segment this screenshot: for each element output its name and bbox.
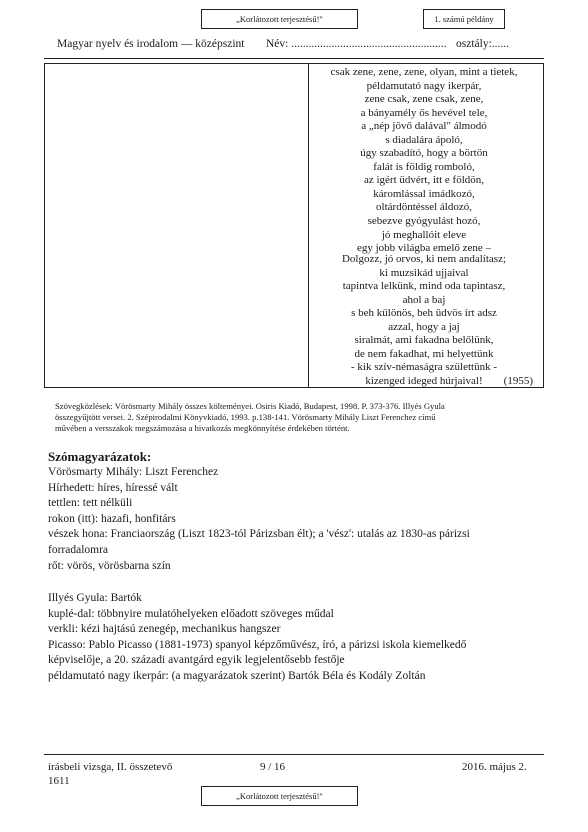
poem-line: oltárdöntéssel áldozó, — [376, 201, 472, 214]
restricted-distribution-label: „Korlátozott terjesztésű!" — [236, 14, 323, 24]
glossary-title: Szómagyarázatok: — [48, 449, 152, 464]
glossary-entry: tettlen: tett nélküli — [48, 497, 133, 510]
source-notes — [55, 401, 540, 434]
glossary-entry: verkli: kézi hajtású zenegép, mechanikus hangszer — [48, 623, 281, 636]
glossary-entry: Vörösmarty Mihály: Liszt Ferenchez — [48, 466, 219, 478]
poem-line: jó meghallóit eleve — [381, 228, 467, 241]
header-divider — [44, 58, 544, 59]
source-line-2: összegyűjtött versei. 2. Szépirodalmi Könyvkiadó, 1993. p.138-141. Vörösmarty Mihály Liszt Ferenchez című — [55, 412, 436, 422]
restricted-distribution-box — [201, 9, 358, 29]
glossary-entry: rokon (itt): hazafi, honfitárs — [48, 512, 176, 525]
page-number: 9 / 16 — [260, 761, 286, 773]
poem-frame — [44, 63, 544, 388]
poem-line: Dolgozz, jó orvos, ki nem andalítasz; — [341, 253, 507, 265]
poem-stanza-1 — [309, 66, 539, 256]
poem-line: példamutató nagy ikerpár, — [366, 79, 482, 92]
copy-number-box — [423, 9, 505, 29]
source-line-1: Szövegközlések: Vörösmarty Mihály összes költeményei. Osiris Kiadó, Budapest, 1998. P. 373-376. Illyés Gyula — [55, 401, 445, 411]
glossary-entry: képviselője, a 20. századi avantgárd egyik legjelentősebb festője — [48, 654, 345, 667]
poem-line: úgy szabadító, hogy a börtön — [360, 147, 488, 160]
copy-number-label: 1. számú példány — [434, 14, 494, 24]
exam-code: 1611 — [48, 775, 70, 787]
poem-line: csak zene, zene, zene, olyan, mint a tietek, — [330, 66, 518, 78]
poem-line: kizenged ideged húrjaival! — [365, 374, 483, 387]
glossary-vorosmarty — [48, 465, 548, 574]
poem-year: (1955) — [503, 375, 533, 387]
exam-label: írásbeli vizsga, II. összetevő — [48, 761, 173, 773]
exam-date: 2016. május 2. — [462, 761, 527, 773]
class-field: osztály:...... — [456, 38, 510, 50]
poem-line: a bányamély ős hevével tele, — [360, 106, 488, 119]
glossary-entry: Illyés Gyula: Bartók — [48, 592, 142, 604]
poem-line: azzal, hogy a jaj — [388, 320, 460, 333]
glossary-illyes — [48, 591, 548, 685]
glossary-entry: rőt: vörös, vörösbarna szín — [48, 559, 171, 572]
glossary-entry: kuplé-dal: többnyire mulatóhelyeken előadott szöveges műdal — [48, 607, 334, 620]
glossary-entry: Picasso: Pablo Picasso (1881-1973) spanyol képzőművész, író, a párizsi iskola kiemelkedő — [48, 638, 467, 651]
poem-line: s diadalára ápoló, — [385, 133, 463, 146]
poem-line: sebezve gyógyulást hozó, — [367, 215, 481, 228]
poem-line: egy jobb világba emelő zene – — [356, 242, 492, 255]
poem-line: siralmát, ami fakadna belőlünk, — [354, 334, 494, 347]
subject-title: Magyar nyelv és irodalom — középszint — [57, 38, 245, 50]
poem-line: káromlással imádkozó, — [373, 187, 475, 200]
footer-divider — [44, 754, 544, 755]
poem-stanza-2 — [309, 253, 539, 388]
poem-line: a „nép jövő dalával" álmodó — [361, 120, 487, 133]
poem-line: ahol a baj — [402, 293, 446, 306]
poem-line: az igért üdvért, itt e földön, — [363, 174, 485, 187]
poem-line: de nem fakadhat, mi helyettünk — [354, 347, 494, 360]
glossary-entry: vészek hona: Franciaország (Liszt 1823-tól Párizsban élt); a 'vész': utalás az 1830-as párizsi — [48, 528, 470, 541]
source-line-3: művében a versszakok megszámozása a hivatkozás megkönnyítése érdekében történt. — [55, 423, 350, 433]
glossary-entry: forradalomra — [48, 543, 109, 556]
poem-line: tapintva lelkünk, mind oda tapintasz, — [342, 280, 506, 293]
poem-line: ki muzsikád ujjaival — [379, 266, 469, 279]
restricted-distribution-label-bottom: „Korlátozott terjesztésű!" — [236, 791, 323, 801]
glossary-entry: példamutató nagy ikerpár: (a magyarázatok szerint) Bartók Béla és Kodály Zoltán — [48, 669, 426, 682]
name-field: Név: ...................................................... — [266, 38, 447, 50]
restricted-distribution-box-bottom — [201, 786, 358, 806]
poem-line: - kik szív-némaságra születtünk - — [350, 361, 497, 374]
poem-line: zene csak, zene csak, zene, — [364, 93, 484, 106]
poem-line: falát is földig romboló, — [373, 160, 475, 173]
glossary-entry: Hírhedett: híres, híressé vált — [48, 481, 178, 494]
poem-line: s beh különös, beh üdvös írt adsz — [351, 307, 497, 320]
